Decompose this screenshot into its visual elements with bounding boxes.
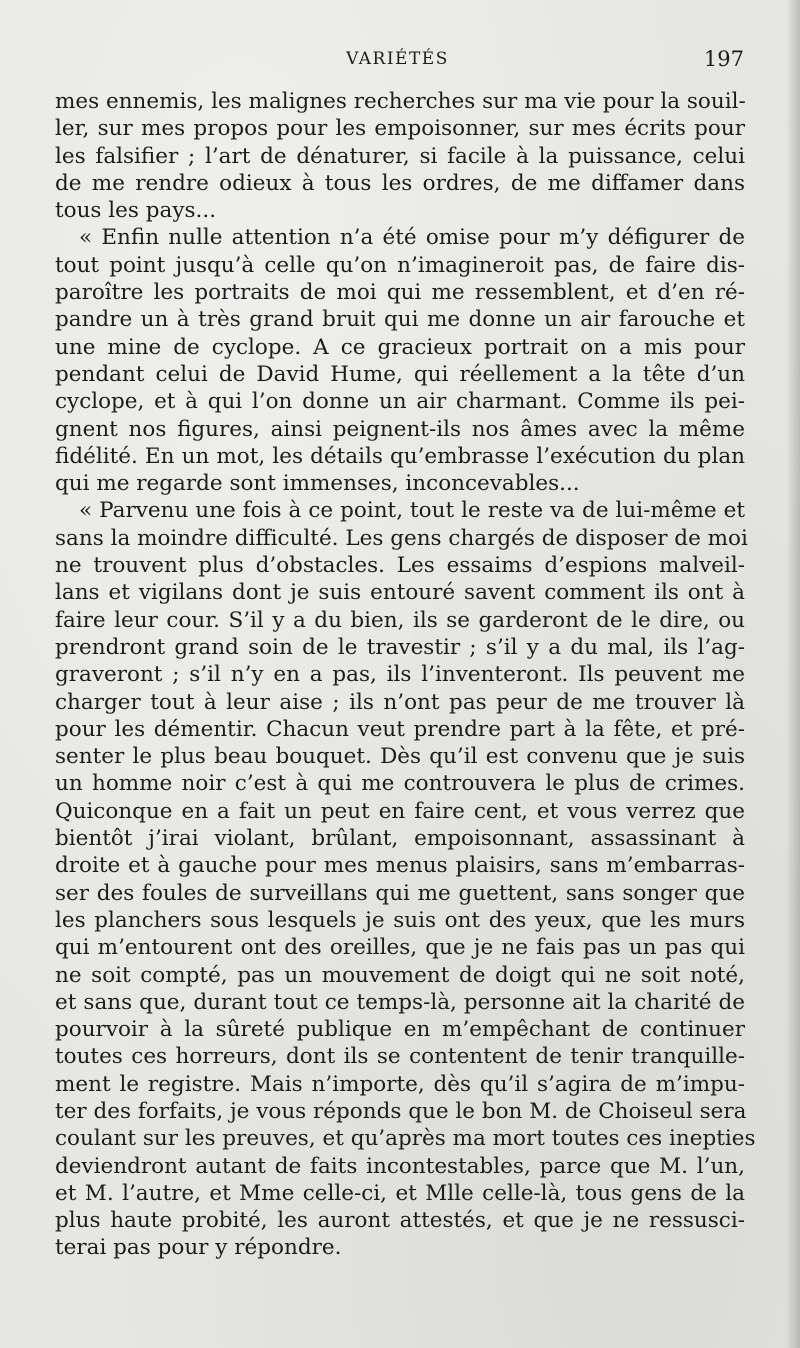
text-line: qui m’entourent ont des oreilles, que je ne fais pas un pas qui <box>55 935 745 961</box>
text-line: droite et à gauche pour mes menus plaisirs, sans m’embarras- <box>55 853 745 879</box>
text-line: Quiconque en a fait un peut en faire cent, et vous verrez que <box>55 798 745 824</box>
text-line: gnent nos figures, ainsi peignent-ils nos âmes avec la même <box>55 416 745 442</box>
text-line: « Enfin nulle attention n’a été omise pour m’y défigurer de <box>79 225 745 251</box>
text-line: un homme noir c’est à qui me controuvera le plus de crimes. <box>55 771 745 797</box>
text-line: pandre un à très grand bruit qui me donne un air farouche et <box>55 307 745 333</box>
text-line: une mine de cyclope. A ce gracieux portrait on a mis pour <box>55 334 745 360</box>
text-line: tout point jusqu’à celle qu’on n’imagineroit pas, de faire dis- <box>55 252 745 278</box>
text-line: ser des foules de surveillans qui me guettent, sans songer que <box>55 880 745 906</box>
text-line: pendant celui de David Hume, qui réellement a la tête d’un <box>55 361 745 387</box>
page-number: 197 <box>703 47 744 71</box>
text-line: et M. l’autre, et Mme celle-ci, et Mlle celle-là, tous gens de la <box>55 1180 745 1206</box>
text-line: toutes ces horreurs, dont ils se contentent de tenir tranquille- <box>55 1044 745 1070</box>
text-line: faire leur cour. S’il y a du bien, ils se garderont de le dire, ou <box>55 607 745 633</box>
text-line: qui me regarde sont immenses, inconcevables... <box>55 471 580 497</box>
text-line: sans la moindre difficulté. Les gens chargés de disposer de moi <box>55 525 748 551</box>
text-line: ne trouvent plus d’obstacles. Les essaims d’espions malveil- <box>55 553 745 579</box>
body-text <box>55 88 756 1262</box>
text-line: paroître les portraits de moi qui me ressemblent, et d’en ré- <box>55 280 745 306</box>
text-line: bientôt j’irai violant, brûlant, empoisonnant, assassinant à <box>55 826 745 852</box>
text-line: mes ennemis, les malignes recherches sur ma vie pour la souil- <box>55 89 746 114</box>
text-line: tous les pays... <box>55 198 217 224</box>
text-line: ler, sur mes propos pour les empoisonner, sur mes écrits pour <box>55 116 745 142</box>
text-line: de me rendre odieux à tous les ordres, de me diffamer dans <box>55 170 745 196</box>
text-line: ne soit compté, pas un mouvement de doigt qui ne soit noté, <box>55 962 745 988</box>
text-line: deviendront autant de faits incontestables, parce que M. l’un, <box>55 1153 745 1179</box>
text-line: terai pas pour y répondre. <box>55 1235 342 1261</box>
text-line: cyclope, et à qui l’on donne un air charmant. Comme ils pei- <box>55 389 745 415</box>
text-line: pourvoir à la sûreté publique en m’empêchant de continuer <box>55 1017 745 1043</box>
text-line: « Parvenu une fois à ce point, tout le reste va de lui-même et <box>79 498 745 524</box>
text-line: fidélité. En un mot, les détails qu’embrasse l’exécution du plan <box>55 443 745 469</box>
text-line: senter le plus beau bouquet. Dès qu’il est convenu que je suis <box>55 744 745 770</box>
text-line: pour les démentir. Chacun veut prendre part à la fête, et pré- <box>55 716 745 742</box>
text-line: et sans que, durant tout ce temps-là, personne ait la charité de <box>55 989 745 1015</box>
text-line: les falsifier ; l’art de dénaturer, si facile à la puissance, celui <box>55 143 745 169</box>
text-line: les planchers sous lesquels je suis ont des yeux, que les murs <box>55 907 745 933</box>
text-line: coulant sur les preuves, et qu’après ma mort toutes ces inepties <box>55 1126 756 1152</box>
text-line: plus haute probité, les auront attestés, et que je ne ressusci- <box>55 1208 745 1234</box>
text-line: lans et vigilans dont je suis entouré savent comment ils ont à <box>55 580 745 606</box>
running-head: VARIÉTÉS <box>346 49 449 69</box>
text-line: prendront grand soin de le travestir ; s’il y a du mal, ils l’ag- <box>55 634 745 660</box>
text-line: graveront ; s’il n’y en a pas, ils l’inventeront. Ils peuvent me <box>55 662 745 688</box>
text-line: ter des forfaits, je vous réponds que le bon M. de Choiseul sera <box>55 1098 747 1124</box>
page-header <box>55 44 744 74</box>
page-edge-shadow <box>786 0 800 1348</box>
text-line: ment le registre. Mais n’importe, dès qu’il s’agira de m’impu- <box>55 1071 745 1097</box>
text-line: charger tout à leur aise ; ils n’ont pas peur de me trouver là <box>55 689 745 715</box>
